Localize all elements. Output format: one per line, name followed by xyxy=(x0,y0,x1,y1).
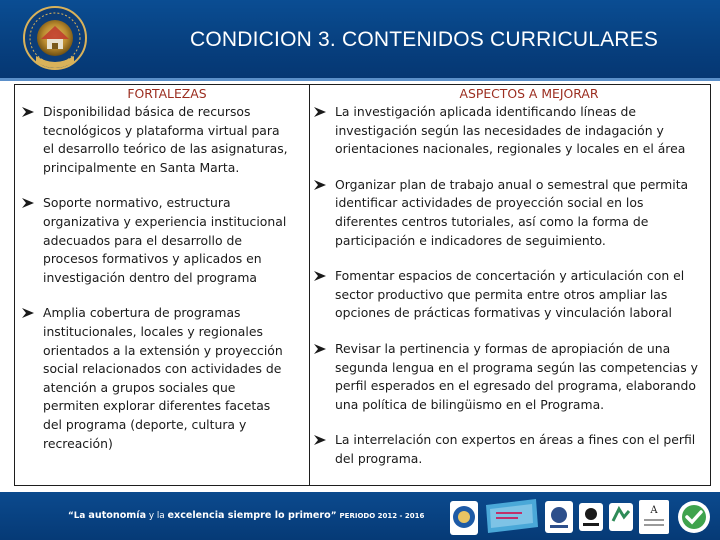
footer-logos xyxy=(448,497,718,537)
arrow-bullet-icon xyxy=(21,307,35,319)
header-bar xyxy=(0,0,720,80)
arrow-bullet-icon xyxy=(313,434,327,446)
arrow-bullet-icon xyxy=(21,106,35,118)
accreditation-banner-icon xyxy=(484,497,540,537)
improvement-item xyxy=(313,267,707,323)
checkmark-seal-icon xyxy=(676,497,712,537)
svg-text:A: A xyxy=(650,505,658,516)
strength-line: recreación) xyxy=(43,435,113,451)
arrow-bullet-icon xyxy=(313,343,327,355)
partner-logo-icon xyxy=(544,497,574,537)
improvement-line: identificar actividades de proyección social en los xyxy=(335,195,644,211)
slogan-word-excellence: excelencia siempre lo primero xyxy=(167,510,331,521)
improvement-item xyxy=(313,176,707,250)
improvement-line: opciones de prácticas formativas y vinculación laboral xyxy=(335,305,672,321)
improvement-line: perfil esperados en el egresado del programa, elaborando xyxy=(335,378,696,394)
strength-line: atención a grupos sociales que xyxy=(43,379,236,395)
improvement-line: investigación según las necesidades de indagación y xyxy=(335,122,664,138)
strengths-heading: FORTALEZAS xyxy=(127,86,207,101)
strengths-column xyxy=(21,85,305,453)
quality-seal-icon xyxy=(608,497,634,537)
strength-item xyxy=(21,103,305,177)
improvement-line: sector productivo que permita entre otros ampliar las xyxy=(335,286,668,302)
strength-line: social relacionados con actividades de xyxy=(43,361,282,377)
improvement-line: La investigación aplicada identificando líneas de xyxy=(335,104,637,119)
strength-line: adecuados para el desarrollo de xyxy=(43,232,242,248)
strength-line: permiten explorar diferentes facetas xyxy=(43,398,271,414)
institution-seal-icon xyxy=(448,497,480,537)
strength-line: el desarrollo teórico de las asignaturas, xyxy=(43,141,288,157)
strength-line: principalmente en Santa Marta. xyxy=(43,159,240,175)
strength-line: investigación dentro del programa xyxy=(43,269,257,285)
improvement-line: diferentes centros tutoriales, así como la forma de xyxy=(335,213,649,229)
arrow-bullet-icon xyxy=(313,270,327,282)
improvement-line: segunda lengua en el programa según las competencias y xyxy=(335,359,698,375)
strength-line: procesos formativos y aplicados en xyxy=(43,251,262,267)
improvement-line: orientaciones nacionales, regionales y locales en el área xyxy=(335,141,686,157)
strength-item xyxy=(21,304,305,453)
strength-line: tecnológicos y plataforma virtual para xyxy=(43,122,280,138)
certification-mark-icon xyxy=(578,497,604,537)
strength-line: Amplia cobertura de programas xyxy=(43,305,241,321)
arrow-bullet-icon xyxy=(21,197,35,209)
improvement-item xyxy=(313,103,707,159)
strength-line: del programa (deporte, cultura y xyxy=(43,416,247,432)
slogan-close: ” xyxy=(330,511,340,521)
improvement-line: participación e indicadores de seguimiento. xyxy=(335,232,606,248)
strength-line: orientados a la extensión y proyección xyxy=(43,342,283,358)
improvements-heading: ASPECTOS A MEJORAR xyxy=(459,86,599,101)
improvements-column xyxy=(313,85,707,469)
strength-line: organizativa y experiencia institucional xyxy=(43,213,287,229)
column-divider xyxy=(309,85,310,485)
improvement-line: Revisar la pertinencia y formas de apropiación de una xyxy=(335,340,671,356)
improvement-line: del programa. xyxy=(335,450,423,466)
arrow-bullet-icon xyxy=(313,106,327,118)
arrow-bullet-icon xyxy=(313,179,327,191)
improvement-line: una política de bilingüismo en el Programa. xyxy=(335,396,605,412)
improvement-item xyxy=(313,431,707,468)
strength-line: institucionales, locales y regionales xyxy=(43,323,263,339)
iso-certificate-icon xyxy=(638,497,670,537)
improvement-line: La interrelación con expertos en áreas a fines con el perfil xyxy=(335,432,696,448)
improvement-line: Organizar plan de trabajo anual o semestral que permita xyxy=(335,176,689,192)
page-title: CONDICION 3. CONTENIDOS CURRICULARES xyxy=(190,28,659,51)
improvement-item xyxy=(313,340,707,414)
footer-slogan xyxy=(68,510,424,521)
content-table xyxy=(14,84,711,486)
slogan-word-autonomy: autonomía xyxy=(88,510,147,521)
improvement-line: Fomentar espacios de concertación y articulación con el xyxy=(335,268,685,284)
strength-line: Disponibilidad básica de recursos xyxy=(43,104,251,119)
header-divider xyxy=(0,78,720,81)
strength-line: Soporte normativo, estructura xyxy=(43,195,231,211)
slogan-open: “La xyxy=(68,511,89,521)
slogan-period: PERIODO 2012 - 2016 xyxy=(339,512,425,520)
strength-item xyxy=(21,194,305,287)
slogan-mid: y la xyxy=(146,511,168,521)
university-crest-icon xyxy=(8,6,102,76)
